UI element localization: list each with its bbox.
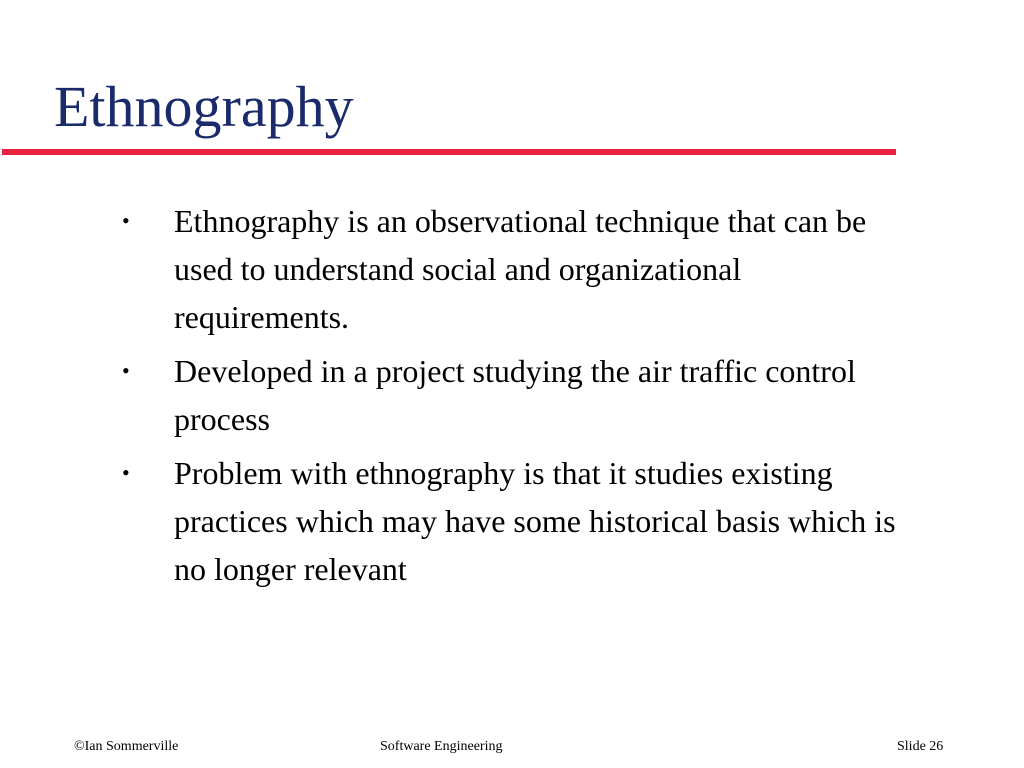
bullet-marker: • xyxy=(122,358,130,383)
bullet-list xyxy=(120,197,920,599)
title-underline xyxy=(2,149,896,155)
bullet-text: Developed in a project studying the air traffic control process xyxy=(174,353,856,437)
bullet-marker: • xyxy=(122,208,130,233)
slide-title: Ethnography xyxy=(54,74,354,139)
footer-course: Software Engineering xyxy=(380,739,503,754)
bullet-text: Problem with ethnography is that it studies existing practices which may have some historical basis which is no longer relevant xyxy=(174,455,896,587)
bullet-marker: • xyxy=(122,460,130,485)
footer-slide-number: Slide 26 xyxy=(897,739,944,754)
bullet-item xyxy=(120,347,920,443)
bullet-item xyxy=(120,449,920,593)
bullet-item xyxy=(120,197,920,341)
footer-author: ©Ian Sommerville xyxy=(74,739,179,754)
bullet-text: Ethnography is an observational technique that can be used to understand social and organizational requirements. xyxy=(174,203,867,335)
